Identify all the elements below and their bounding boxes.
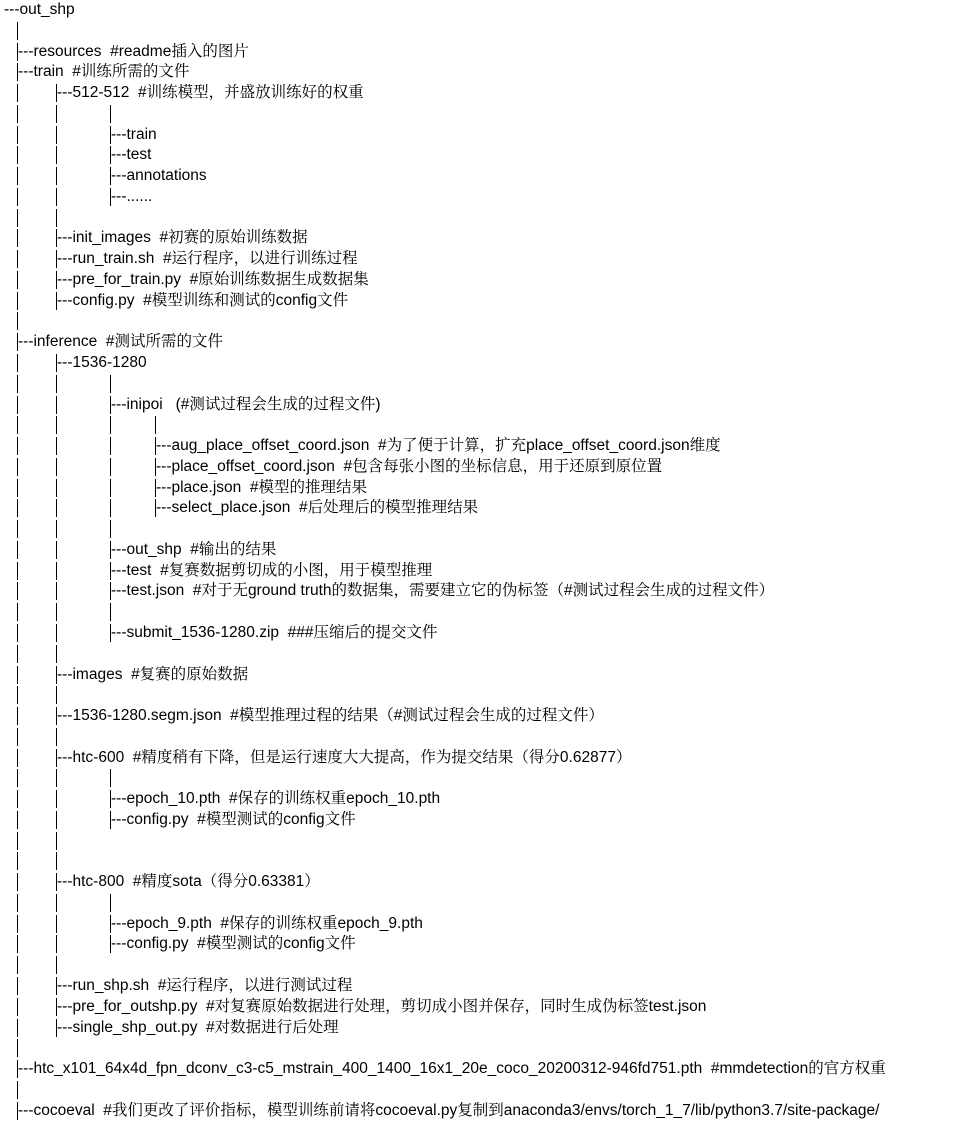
tree-branch-bar: [17, 250, 18, 268]
tree-entry-text: ---select_place.json #后处理后的模型推理结果: [156, 499, 479, 517]
tree-entry-text: ---config.py #模型训练和测试的config文件: [57, 291, 349, 309]
tree-branch-bar: [56, 209, 57, 227]
tree-branch-bar: [110, 499, 111, 517]
tree-branch-bar: [110, 105, 111, 123]
tree-line: [4, 1080, 971, 1101]
tree-entry-text: ---submit_1536-1280.zip ###压缩后的提交文件: [111, 623, 438, 641]
tree-entry-text: ---inference #测试所需的文件: [18, 333, 223, 351]
tree-entry-text: ---resources #readme插入的图片: [18, 42, 249, 60]
tree-branch-bar: [56, 562, 57, 580]
tree-line: [4, 561, 971, 582]
tree-branch-bar: [56, 437, 57, 455]
tree-line: [4, 374, 971, 395]
tree-branch-bar: [56, 396, 57, 414]
tree-entry-text: ---place_offset_coord.json #包含每张小图的坐标信息，用于还原到原位置: [156, 457, 663, 475]
tree-branch-bar: [56, 458, 57, 476]
tree-line: [4, 893, 971, 914]
tree-line: [4, 187, 971, 208]
tree-entry-text: ---......: [111, 187, 153, 205]
tree-branch-bar: [17, 728, 18, 746]
tree-branch-bar: [56, 167, 57, 185]
tree-branch-bar: [56, 582, 57, 600]
tree-line: [4, 42, 971, 63]
tree-branch-bar: [17, 188, 18, 206]
tree-branch-bar: [56, 188, 57, 206]
tree-line: [4, 270, 971, 291]
tree-line: [4, 62, 971, 83]
tree-entry-text: ---train #训练所需的文件: [18, 63, 190, 81]
tree-entry-text: ---inipoi (#测试过程会生成的过程文件): [111, 395, 381, 413]
tree-entry-text: ---htc-600 #精度稍有下降，但是运行速度大大提高，作为提交结果（得分0.62877）: [57, 748, 632, 766]
tree-entry-text: ---out_shp #输出的结果: [111, 540, 277, 558]
tree-branch-bar: [17, 645, 18, 663]
tree-branch-bar: [17, 977, 18, 995]
tree-branch-bar: [17, 562, 18, 580]
tree-line: [4, 644, 971, 665]
tree-entry-text: ---cocoeval #我们更改了评价指标，模型训练前请将cocoeval.py复制到anaconda3/envs/torch_1_7/lib/python3.7/site-package/: [18, 1101, 880, 1119]
tree-branch-bar: [17, 375, 18, 393]
tree-branch-bar: [17, 126, 18, 144]
directory-tree: [4, 0, 971, 1121]
tree-entry-text: ---pre_for_train.py #原始训练数据生成数据集: [57, 270, 369, 288]
tree-branch-bar: [56, 790, 57, 808]
tree-branch-bar: [56, 146, 57, 164]
tree-branch-bar: [17, 852, 18, 870]
tree-branch-bar: [17, 1019, 18, 1037]
tree-branch-bar: [155, 416, 156, 434]
tree-branch-bar: [17, 167, 18, 185]
tree-branch-bar: [17, 146, 18, 164]
tree-entry-text: ---out_shp: [4, 1, 75, 18]
tree-branch-bar: [56, 624, 57, 642]
tree-branch-bar: [17, 956, 18, 974]
tree-branch-bar: [17, 354, 18, 372]
tree-line: [4, 851, 971, 872]
tree-entry-text: ---single_shp_out.py #对数据进行后处理: [57, 1018, 339, 1036]
tree-branch-bar: [56, 811, 57, 829]
tree-line: [4, 872, 971, 893]
tree-branch-bar: [17, 396, 18, 414]
tree-entry-text: ---epoch_9.pth #保存的训练权重epoch_9.pth: [111, 914, 423, 932]
tree-line: [4, 748, 971, 769]
tree-line: [4, 166, 971, 187]
tree-branch-bar: [17, 686, 18, 704]
tree-branch-bar: [56, 686, 57, 704]
tree-branch-bar: [56, 956, 57, 974]
tree-line: [4, 1059, 971, 1080]
tree-line: [4, 208, 971, 229]
tree-line: [4, 1101, 971, 1122]
tree-line: [4, 457, 971, 478]
tree-branch-bar: [56, 105, 57, 123]
tree-entry-text: ---images #复赛的原始数据: [57, 665, 249, 683]
tree-branch-bar: [56, 894, 57, 912]
tree-branch-bar: [17, 105, 18, 123]
tree-entry-text: ---train: [111, 125, 157, 143]
tree-line: [4, 311, 971, 332]
tree-line: [4, 934, 971, 955]
tree-branch-bar: [17, 271, 18, 289]
tree-line: [4, 436, 971, 457]
tree-branch-bar: [17, 666, 18, 684]
tree-line: [4, 768, 971, 789]
tree-branch-bar: [110, 769, 111, 787]
tree-branch-bar: [56, 416, 57, 434]
tree-branch-bar: [110, 416, 111, 434]
tree-entry-text: ---test #复赛数据剪切成的小图，用于模型推理: [111, 561, 433, 579]
tree-entry-text: ---htc_x101_64x4d_fpn_dconv_c3-c5_mstrain_400_1400_16x1_20e_coco_20200312-946fd751.pth #mmdetection的官方权重: [18, 1060, 886, 1078]
tree-branch-bar: [17, 458, 18, 476]
tree-branch-bar: [17, 790, 18, 808]
tree-line: [4, 685, 971, 706]
tree-branch-bar: [17, 1039, 18, 1057]
tree-line: [4, 291, 971, 312]
tree-branch-bar: [56, 375, 57, 393]
tree-entry-text: ---epoch_10.pth #保存的训练权重epoch_10.pth: [111, 790, 441, 808]
tree-branch-bar: [56, 499, 57, 517]
tree-line: [4, 727, 971, 748]
tree-entry-text: ---config.py #模型测试的config文件: [111, 810, 356, 828]
tree-branch-bar: [17, 832, 18, 850]
tree-line: [4, 914, 971, 935]
tree-branch-bar: [17, 520, 18, 538]
tree-branch-bar: [110, 894, 111, 912]
tree-entry-text: ---512-512 #训练模型，并盛放训练好的权重: [57, 84, 364, 102]
tree-line: [4, 976, 971, 997]
tree-line: [4, 498, 971, 519]
tree-entry-text: ---run_train.sh #运行程序，以进行训练过程: [57, 250, 358, 268]
tree-branch-bar: [56, 603, 57, 621]
tree-line: [4, 0, 971, 21]
tree-entry-text: ---1536-1280.segm.json #模型推理过程的结果（#测试过程会生成的过程文件）: [57, 707, 604, 725]
tree-branch-bar: [56, 541, 57, 559]
tree-branch-bar: [17, 84, 18, 102]
tree-branch-bar: [110, 603, 111, 621]
tree-branch-bar: [17, 312, 18, 330]
tree-line: [4, 145, 971, 166]
tree-line: [4, 228, 971, 249]
tree-branch-bar: [17, 873, 18, 891]
tree-branch-bar: [56, 832, 57, 850]
tree-entry-text: ---annotations: [111, 167, 207, 185]
tree-branch-bar: [17, 811, 18, 829]
tree-entry-text: ---htc-800 #精度sota（得分0.63381）: [57, 873, 320, 891]
tree-line: [4, 706, 971, 727]
tree-entry-text: ---aug_place_offset_coord.json #为了便于计算，扩充place_offset_coord.json维度: [156, 437, 721, 455]
tree-line: [4, 810, 971, 831]
tree-line: [4, 104, 971, 125]
tree-branch-bar: [56, 479, 57, 497]
tree-line: [4, 997, 971, 1018]
tree-line: [4, 21, 971, 42]
tree-line: [4, 478, 971, 499]
tree-branch-bar: [17, 769, 18, 787]
tree-branch-bar: [56, 769, 57, 787]
tree-entry-text: ---config.py #模型测试的config文件: [111, 935, 356, 953]
tree-entry-text: ---run_shp.sh #运行程序，以进行测试过程: [57, 976, 353, 994]
tree-branch-bar: [17, 915, 18, 933]
tree-branch-bar: [17, 416, 18, 434]
tree-branch-bar: [17, 603, 18, 621]
tree-branch-bar: [56, 935, 57, 953]
tree-line: [4, 1018, 971, 1039]
tree-line: [4, 249, 971, 270]
tree-line: [4, 623, 971, 644]
tree-branch-bar: [110, 375, 111, 393]
tree-line: [4, 125, 971, 146]
tree-line: [4, 353, 971, 374]
tree-branch-bar: [17, 229, 18, 247]
tree-branch-bar: [56, 126, 57, 144]
tree-branch-bar: [110, 520, 111, 538]
tree-line: [4, 395, 971, 416]
tree-entry-text: ---test.json #对于无ground truth的数据集，需要建立它的伪标签（#测试过程会生成的过程文件）: [111, 582, 775, 600]
tree-branch-bar: [56, 852, 57, 870]
tree-branch-bar: [17, 541, 18, 559]
tree-branch-bar: [17, 292, 18, 310]
tree-branch-bar: [17, 707, 18, 725]
tree-branch-bar: [17, 479, 18, 497]
tree-branch-bar: [110, 458, 111, 476]
tree-branch-bar: [17, 624, 18, 642]
tree-branch-bar: [17, 437, 18, 455]
tree-branch-bar: [17, 749, 18, 767]
tree-branch-bar: [56, 915, 57, 933]
tree-entry-text: ---place.json #模型的推理结果: [156, 478, 368, 496]
tree-branch-bar: [17, 22, 18, 40]
tree-entry-text: ---init_images #初赛的原始训练数据: [57, 229, 308, 247]
tree-line: [4, 581, 971, 602]
tree-branch-bar: [56, 520, 57, 538]
tree-line: [4, 831, 971, 852]
tree-branch-bar: [17, 499, 18, 517]
tree-branch-bar: [56, 645, 57, 663]
tree-entry-text: ---1536-1280: [57, 354, 147, 372]
tree-line: [4, 519, 971, 540]
tree-line: [4, 789, 971, 810]
tree-line: [4, 540, 971, 561]
tree-line: [4, 415, 971, 436]
tree-branch-bar: [17, 935, 18, 953]
tree-line: [4, 1038, 971, 1059]
tree-branch-bar: [110, 479, 111, 497]
tree-entry-text: ---pre_for_outshp.py #对复赛原始数据进行处理，剪切成小图并保存，同时生成伪标签test.json: [57, 997, 707, 1015]
tree-branch-bar: [17, 998, 18, 1016]
tree-branch-bar: [110, 437, 111, 455]
tree-line: [4, 83, 971, 104]
tree-branch-bar: [17, 894, 18, 912]
tree-entry-text: ---test: [111, 146, 152, 164]
tree-branch-bar: [56, 728, 57, 746]
tree-line: [4, 955, 971, 976]
tree-line: [4, 332, 971, 353]
tree-branch-bar: [17, 209, 18, 227]
tree-branch-bar: [17, 1081, 18, 1099]
tree-branch-bar: [17, 582, 18, 600]
tree-line: [4, 602, 971, 623]
tree-line: [4, 665, 971, 686]
